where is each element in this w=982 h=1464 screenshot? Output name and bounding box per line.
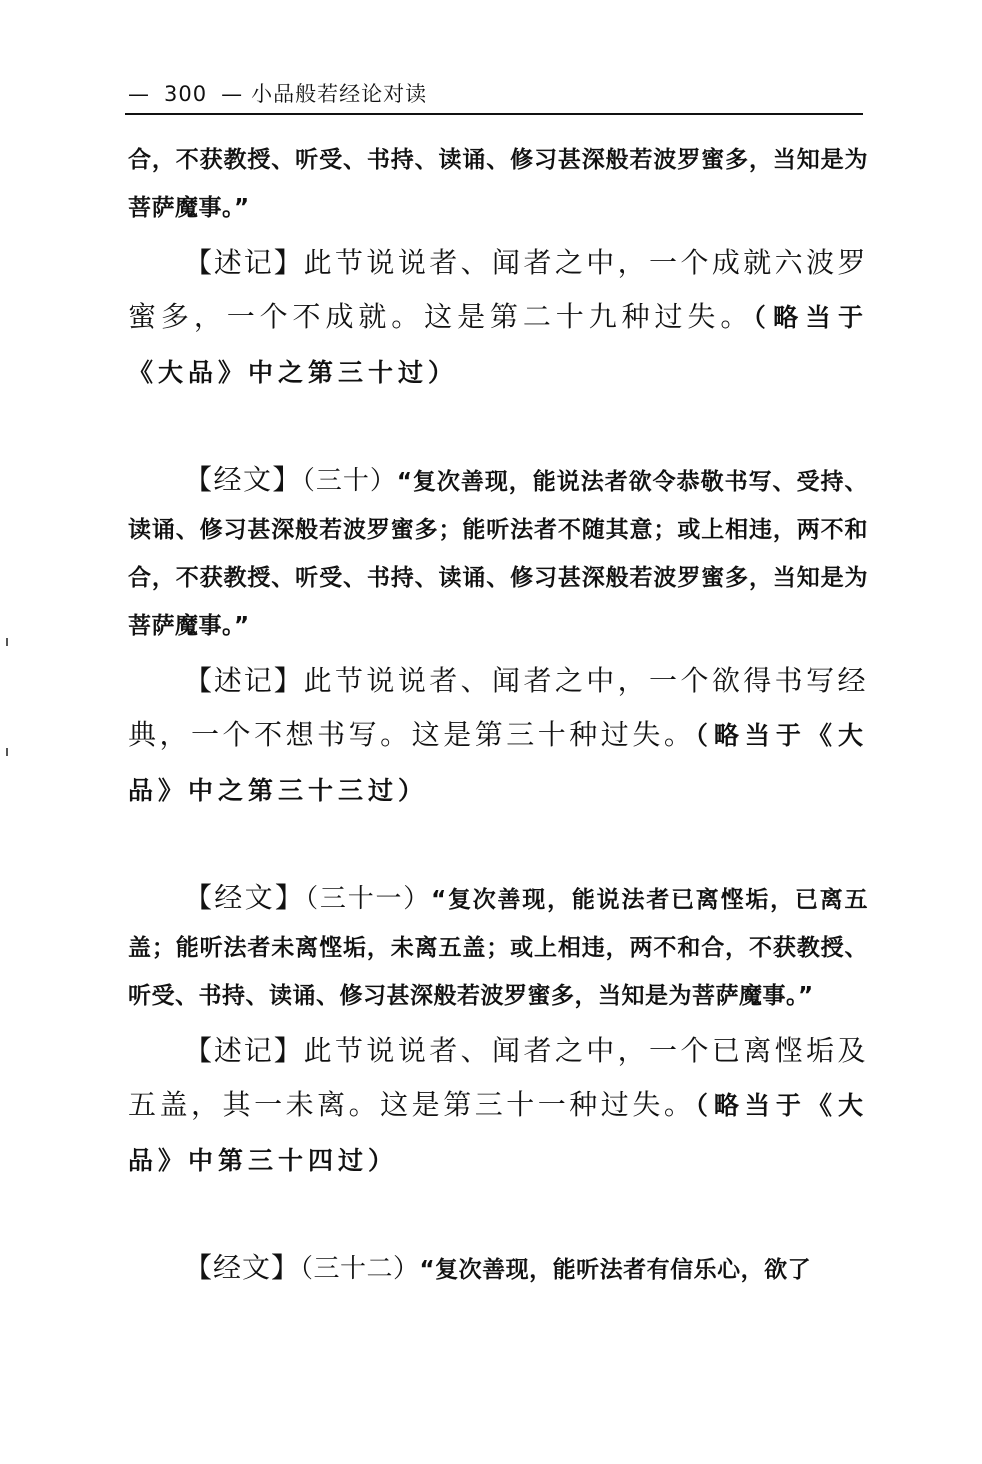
commentary-paragraph bbox=[128, 654, 868, 818]
sutra-text: “复次善现，能听法者有信乐心，欲了 bbox=[419, 1257, 812, 1283]
commentary-marker: 【述记】 bbox=[184, 664, 304, 697]
scan-artifact bbox=[6, 638, 8, 646]
sutra-paragraph bbox=[128, 1244, 868, 1294]
commentary-text: 此节说说者、闻者之中，一个欲得书写经典，一个不想书写。这是第三十种过失。 bbox=[128, 664, 868, 751]
book-title: 小品般若经论对读 bbox=[251, 82, 428, 106]
page-body bbox=[128, 136, 868, 1294]
sutra-number: （三十） bbox=[301, 466, 397, 496]
commentary-marker: 【述记】 bbox=[184, 246, 304, 279]
sutra-paragraph bbox=[128, 874, 868, 1020]
sutra-marker: 【经文】 bbox=[184, 463, 302, 496]
sutra-marker: 【经文】 bbox=[184, 881, 306, 914]
section-gap bbox=[128, 1188, 868, 1244]
sutra-text: 合，不获教授、听受、书持、读诵、修习甚深般若波罗蜜多，当知是为菩萨魔事。” bbox=[128, 147, 868, 221]
sutra-marker: 【经文】 bbox=[184, 1251, 301, 1284]
sutra-number: （三十二） bbox=[300, 1254, 420, 1284]
commentary-paragraph bbox=[128, 236, 868, 400]
sutra-paragraph bbox=[128, 456, 868, 650]
commentary-text: 此节说说者、闻者之中，一个已离悭垢及五盖，其一未离。这是第三十一种过失。 bbox=[128, 1034, 868, 1121]
commentary-reference: （略当于《大品》中之第三十过） bbox=[128, 303, 868, 387]
section-gap bbox=[128, 400, 868, 456]
sutra-text: “复次善现，能说法者欲令恭敬书写、受持、读诵、修习甚深般若波罗蜜多；能听法者不随其意；或上相违，两不和合，不获教授、听受、书持、读诵、修习甚深般若波罗蜜多，当知是为菩萨魔事。” bbox=[128, 469, 868, 639]
header-rule bbox=[125, 113, 863, 115]
commentary-marker: 【述记】 bbox=[184, 1034, 304, 1067]
header-dash-right: — bbox=[221, 82, 244, 106]
commentary-reference: （略当于《大品》中之第三十三过） bbox=[128, 721, 868, 805]
sutra-continued-paragraph bbox=[128, 136, 868, 232]
sutra-number: （三十一） bbox=[305, 884, 432, 914]
header-dash-left: — bbox=[128, 82, 150, 106]
page-number: 300 bbox=[164, 82, 208, 106]
sutra-text: “复次善现，能说法者已离悭垢，已离五盖；能听法者未离悭垢，未离五盖；或上相违，两不和合，不获教授、听受、书持、读诵、修习甚深般若波罗蜜多，当知是为菩萨魔事。” bbox=[128, 887, 868, 1009]
commentary-reference: （略当于《大品》中第三十四过） bbox=[128, 1091, 868, 1175]
running-header bbox=[128, 80, 862, 110]
section-gap bbox=[128, 818, 868, 874]
scan-artifact bbox=[6, 748, 8, 756]
commentary-paragraph bbox=[128, 1024, 868, 1188]
commentary-text: 此节说说者、闻者之中，一个成就六波罗蜜多，一个不成就。这是第二十九种过失。 bbox=[128, 246, 868, 333]
